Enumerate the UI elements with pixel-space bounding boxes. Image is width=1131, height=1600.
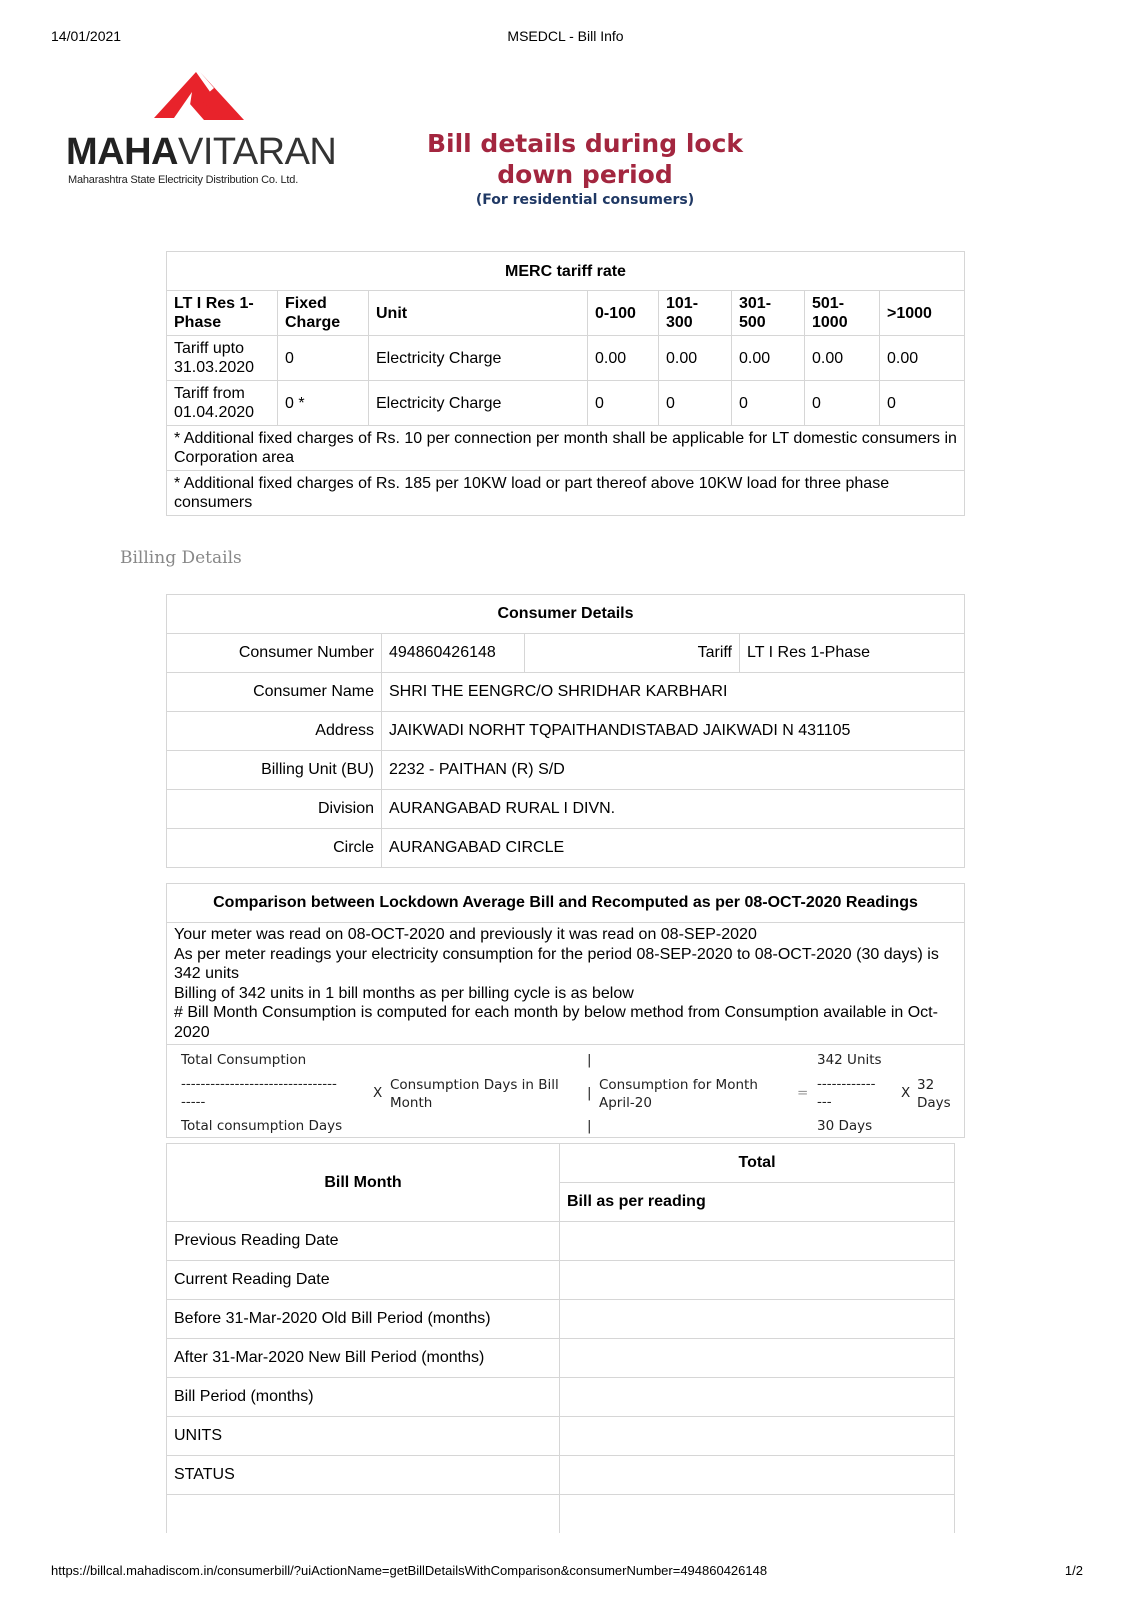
page-url: https://billcal.mahadiscom.in/consumerbill/?uiActionName=getBillDetailsWithComparison&consumerNumber=494860426148 <box>51 1563 768 1578</box>
address-value: JAIKWADI NORHT TQPAITHANDISTABAD JAIKWADI N 431105 <box>382 712 965 751</box>
formula-divider: --- <box>817 1094 832 1110</box>
logo-subtitle: Maharashtra State Electricity Distribution Co. Ltd. <box>68 174 299 186</box>
mahavitaran-logo <box>66 70 346 190</box>
formula-days-label: Consumption Days in Bill Month <box>390 1077 559 1111</box>
lightning-logo-icon <box>144 70 254 126</box>
tariff-cell: 0 <box>588 381 659 426</box>
multiply-sign: X <box>373 1085 383 1101</box>
tariff-header: Fixed Charge <box>278 291 369 336</box>
formula-denominator: Total consumption Days <box>181 1118 343 1134</box>
consumer-row <box>167 790 965 829</box>
row-value <box>560 1261 955 1300</box>
tariff-header: Unit <box>369 291 588 336</box>
tariff-value: LT I Res 1-Phase <box>740 634 965 673</box>
consumer-row <box>167 712 965 751</box>
division-label: Division <box>167 790 382 829</box>
row-value <box>560 1378 955 1417</box>
page-title: Bill details during lock down period <box>426 129 744 189</box>
row-label: After 31-Mar-2020 New Bill Period (months) <box>167 1339 560 1378</box>
table-row <box>167 1456 955 1495</box>
row-value <box>560 1339 955 1378</box>
formula-separator: | <box>587 1118 592 1134</box>
consumer-name-label: Consumer Name <box>167 673 382 712</box>
logo-wordmark: MAHAVITARAN <box>66 131 337 173</box>
tariff-header-row <box>167 291 965 336</box>
consumer-caption: Consumer Details <box>167 595 965 634</box>
tariff-header: 501-1000 <box>805 291 880 336</box>
consumer-row <box>167 751 965 790</box>
tariff-cell: Electricity Charge <box>369 381 588 426</box>
billing-unit-value: 2232 - PAITHAN (R) S/D <box>382 751 965 790</box>
formula-separator: | <box>587 1085 592 1101</box>
table-row <box>167 1378 955 1417</box>
tariff-label: Tariff <box>525 634 740 673</box>
formula-divider: ------------ <box>817 1076 876 1092</box>
consumer-row <box>167 829 965 868</box>
row-value <box>560 1417 955 1456</box>
comparison-table <box>166 883 965 1138</box>
page-subtitle: (For residential consumers) <box>475 192 695 208</box>
tariff-cell: 0 <box>880 381 965 426</box>
tariff-cell: 0 * <box>278 381 369 426</box>
tariff-header: 101-300 <box>659 291 732 336</box>
tariff-cell: 0.00 <box>805 336 880 381</box>
tariff-cell: 0.00 <box>659 336 732 381</box>
comparison-caption: Comparison between Lockdown Average Bill and Recomputed as per 08-OCT-2020 Readings <box>167 884 965 923</box>
tariff-row <box>167 336 965 381</box>
info-line: Billing of 342 units in 1 bill months as per billing cycle is as below <box>174 984 634 1002</box>
billing-unit-label: Billing Unit (BU) <box>167 751 382 790</box>
row-label: Current Reading Date <box>167 1261 560 1300</box>
tariff-cell: 0.00 <box>732 336 805 381</box>
formula-month-days: 32 Days <box>917 1077 951 1111</box>
tariff-header: LT I Res 1-Phase <box>167 291 278 336</box>
tariff-cell: 0 <box>278 336 369 381</box>
row-value <box>560 1495 955 1534</box>
tariff-cell: Electricity Charge <box>369 336 588 381</box>
info-line: Your meter was read on 08-OCT-2020 and previously it was read on 08-SEP-2020 <box>174 926 757 943</box>
tariff-cell: 0 <box>659 381 732 426</box>
circle-label: Circle <box>167 829 382 868</box>
page-number: 1/2 <box>1064 1563 1083 1578</box>
tariff-cell: 0.00 <box>880 336 965 381</box>
print-date: 14/01/2021 <box>51 28 122 44</box>
info-line: # Bill Month Consumption is computed for each month by below method from Consumption available in Oct-2020 <box>174 1004 938 1041</box>
comparison-info <box>167 923 965 1045</box>
print-title: MSEDCL - Bill Info <box>507 28 624 44</box>
consumption-formula <box>167 1045 965 1138</box>
consumer-number-label: Consumer Number <box>167 634 382 673</box>
tariff-header: 301-500 <box>732 291 805 336</box>
tariff-cell: Tariff upto 31.03.2020 <box>167 336 278 381</box>
consumer-row <box>167 634 965 673</box>
row-label <box>167 1495 560 1534</box>
table-row <box>167 1300 955 1339</box>
tariff-header: 0-100 <box>588 291 659 336</box>
info-line: As per meter readings your electricity consumption for the period 08-SEP-2020 to 08-OCT-2020 (30 days) is 342 units <box>174 945 939 982</box>
tariff-note: * Additional fixed charges of Rs. 185 per 10KW load or part thereof above 10KW load for three phase consumers <box>167 471 965 516</box>
tariff-header: >1000 <box>880 291 965 336</box>
consumer-row <box>167 673 965 712</box>
row-label: Before 31-Mar-2020 Old Bill Period (months) <box>167 1300 560 1339</box>
row-label: UNITS <box>167 1417 560 1456</box>
tariff-cell: 0 <box>805 381 880 426</box>
table-row <box>167 1339 955 1378</box>
formula-divider: ----- <box>181 1094 206 1110</box>
tariff-note: * Additional fixed charges of Rs. 10 per connection per month shall be applicable for LT domestic consumers in Corporation area <box>167 426 965 471</box>
equals-sign: = <box>797 1085 809 1101</box>
row-value <box>560 1222 955 1261</box>
bill-as-per-reading-header: Bill as per reading <box>560 1183 955 1222</box>
tariff-cell: 0 <box>732 381 805 426</box>
formula-divider: -------------------------------- <box>181 1076 337 1092</box>
table-row <box>167 1222 955 1261</box>
formula-units: 342 Units <box>817 1052 882 1068</box>
formula-numerator: Total Consumption <box>181 1052 307 1068</box>
tariff-caption: MERC tariff rate <box>167 252 965 291</box>
tariff-cell: Tariff from 01.04.2020 <box>167 381 278 426</box>
table-row <box>167 1261 955 1300</box>
billing-details-heading: Billing Details <box>120 548 242 568</box>
row-label: STATUS <box>167 1456 560 1495</box>
row-label: Bill Period (months) <box>167 1378 560 1417</box>
bill-month-table <box>166 1143 955 1533</box>
address-label: Address <box>167 712 382 751</box>
formula-month-label: Consumption for Month April-20 <box>599 1077 758 1111</box>
bill-month-header: Bill Month <box>167 1144 560 1222</box>
table-row <box>167 1495 955 1534</box>
tariff-row <box>167 381 965 426</box>
table-row <box>167 1417 955 1456</box>
formula-separator: | <box>587 1052 592 1068</box>
formula-days-total: 30 Days <box>817 1118 873 1134</box>
tariff-cell: 0.00 <box>588 336 659 381</box>
consumer-name-value: SHRI THE EENGRC/O SHRIDHAR KARBHARI <box>382 673 965 712</box>
row-value <box>560 1456 955 1495</box>
multiply-sign: X <box>901 1085 911 1101</box>
row-value <box>560 1300 955 1339</box>
consumer-details-table <box>166 594 965 868</box>
division-value: AURANGABAD RURAL I DIVN. <box>382 790 965 829</box>
circle-value: AURANGABAD CIRCLE <box>382 829 965 868</box>
tariff-table <box>166 251 965 516</box>
row-label: Previous Reading Date <box>167 1222 560 1261</box>
consumer-number-value: 494860426148 <box>382 634 525 673</box>
total-header: Total <box>560 1144 955 1183</box>
